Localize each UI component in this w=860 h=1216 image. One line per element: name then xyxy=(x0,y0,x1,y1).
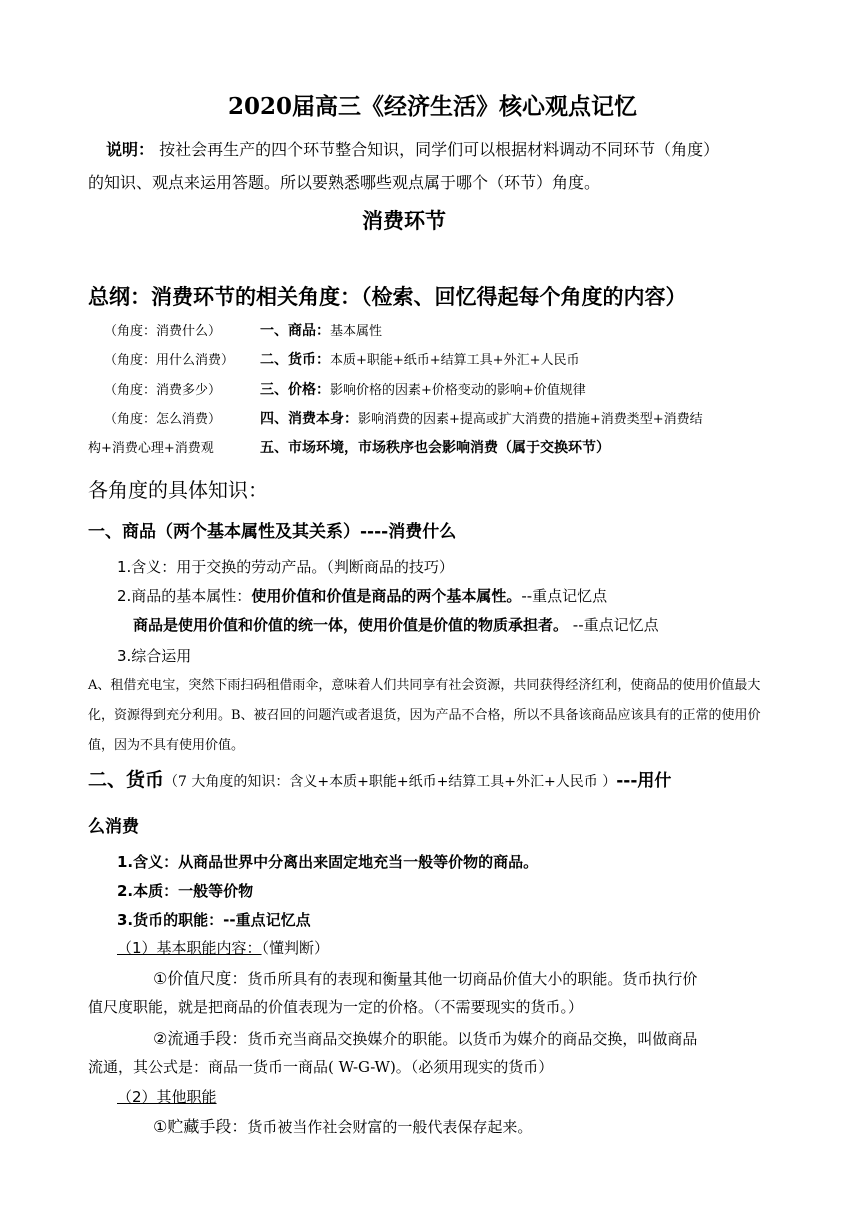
outline-row-5 xyxy=(88,437,610,457)
item2-prefix: 2.商品的基本属性： xyxy=(117,587,252,605)
commodity-item-2 xyxy=(117,585,607,606)
outline-angle: （角度：用什么消费） xyxy=(104,353,235,368)
commodity-example: A、租借充电宝，突然下雨扫码租借雨伞，意味着人们共同享有社会资源，共同获得经济红利，使商品的使用价值最大化，资源得到充分利用。B、被召回的问题汽或者退货，因为产品不合格，所以不具备该商品应该具有的正常的使用价值，因为不具有使用价值。 xyxy=(88,678,761,753)
function-2-line-2: 流通，其公式是：商品一货币一商品( W-G-W)。（必须用现实的货币） xyxy=(88,1058,554,1076)
outline-head: 三、价格： xyxy=(260,382,330,398)
intro-label: 说明： xyxy=(106,140,155,159)
item2b-bold: 商品是使用价值和价值的统一体，使用价值是价值的物质承担者。 xyxy=(133,616,569,634)
function-1-line-2: 值尺度职能，就是把商品的价值表现为一定的价格。（不需要现实的货币。） xyxy=(88,998,584,1016)
money-item-2: 2.本质：一般等价物 xyxy=(117,882,254,900)
outline-heading: 总纲：消费环节的相关角度：（检索、回忆得起每个角度的内容） xyxy=(88,285,687,309)
item2-suffix: --重点记忆点 xyxy=(521,587,608,605)
outline-head: 一、商品： xyxy=(260,323,330,339)
function-2-head: ②流通手段： xyxy=(153,1029,248,1048)
outline-detail: 影响消费的因素+提高或扩大消费的措施+消费类型+消费结 xyxy=(358,412,703,427)
function-3-text: 货币被当作社会财富的一般代表保存起来。 xyxy=(247,1118,533,1136)
outline-head-5: 五、市场环境，市场秩序也会影响消费（属于交换环节） xyxy=(260,440,610,456)
money-heading-bold: 二、货币 xyxy=(88,769,165,791)
item2b-suffix: --重点记忆点 xyxy=(568,616,659,634)
outline-row-2 xyxy=(104,349,579,369)
outline-head: 二、货币： xyxy=(260,352,330,368)
section-title: 消费环节 xyxy=(362,209,446,233)
intro-line-2: 的知识、观点来运用答题。所以要熟悉哪些观点属于哪个（环节）角度。 xyxy=(88,173,601,192)
outline-row-3 xyxy=(104,379,586,399)
outline-detail: 基本属性 xyxy=(330,324,383,339)
money-heading-note: （7 大角度的知识：含义+本质+职能+纸币+结算工具+外汇+人民币 ） xyxy=(164,774,617,790)
commodity-item-2b xyxy=(133,614,659,635)
outline-angle: （角度：怎么消费） xyxy=(104,412,222,427)
other-functions-label: （2）其他职能 xyxy=(117,1088,217,1106)
function-1-head: ①价值尺度： xyxy=(153,969,248,988)
function-3-head: ①贮藏手段： xyxy=(153,1117,248,1136)
outline-angle: （角度：消费什么） xyxy=(104,324,222,339)
outline-detail: 影响价格的因素+价格变动的影响+价值规律 xyxy=(330,383,586,398)
money-item-1: 1.含义：从商品世界中分离出来固定地充当一般等价物的商品。 xyxy=(117,853,539,871)
commodity-item-3: 3.综合运用 xyxy=(117,647,192,665)
outline-detail: 本质+职能+纸币+结算工具+外汇+人民币 xyxy=(330,353,580,368)
basic-label: （1）基本职能内容： xyxy=(117,939,262,957)
basic-functions-label xyxy=(117,937,329,958)
function-1-line-1 xyxy=(153,966,697,989)
basic-note: （懂判断） xyxy=(261,939,330,957)
function-1-text: 货币所具有的表现和衡量其他一切商品价值大小的职能。货币执行价 xyxy=(247,970,698,988)
specific-heading: 各角度的具体知识： xyxy=(88,478,268,502)
outline-head: 四、消费本身： xyxy=(260,411,358,427)
commodity-item-1: 1.含义：用于交换的劳动产品。（判断商品的技巧） xyxy=(117,558,454,576)
money-heading-line-2: 么消费 xyxy=(88,817,139,837)
money-heading xyxy=(88,765,671,792)
outline-angle: （角度：消费多少） xyxy=(104,383,222,398)
outline-row-1 xyxy=(104,320,382,340)
intro-text-1: 按社会再生产的四个环节整合知识，同学们可以根据材料调动不同环节（角度） xyxy=(159,140,720,159)
item2-bold: 使用价值和价值是商品的两个基本属性。 xyxy=(251,587,522,605)
outline-row-4 xyxy=(104,408,703,428)
outline-detail-cont: 构+消费心理+消费观 xyxy=(88,441,214,456)
page-title: 2020届高三《经济生活》核心观点记忆 xyxy=(228,93,638,120)
intro-line-1 xyxy=(106,137,719,160)
function-2-line-1 xyxy=(153,1026,697,1049)
function-3-line xyxy=(153,1114,532,1137)
money-heading-tail: ---用什 xyxy=(616,771,672,791)
function-2-text: 货币充当商品交换媒介的职能。以货币为媒介的商品交换，叫做商品 xyxy=(247,1030,698,1048)
money-item-3: 3.货币的职能：--重点记忆点 xyxy=(117,911,311,929)
commodity-heading: 一、商品（两个基本属性及其关系）----消费什么 xyxy=(88,522,457,542)
